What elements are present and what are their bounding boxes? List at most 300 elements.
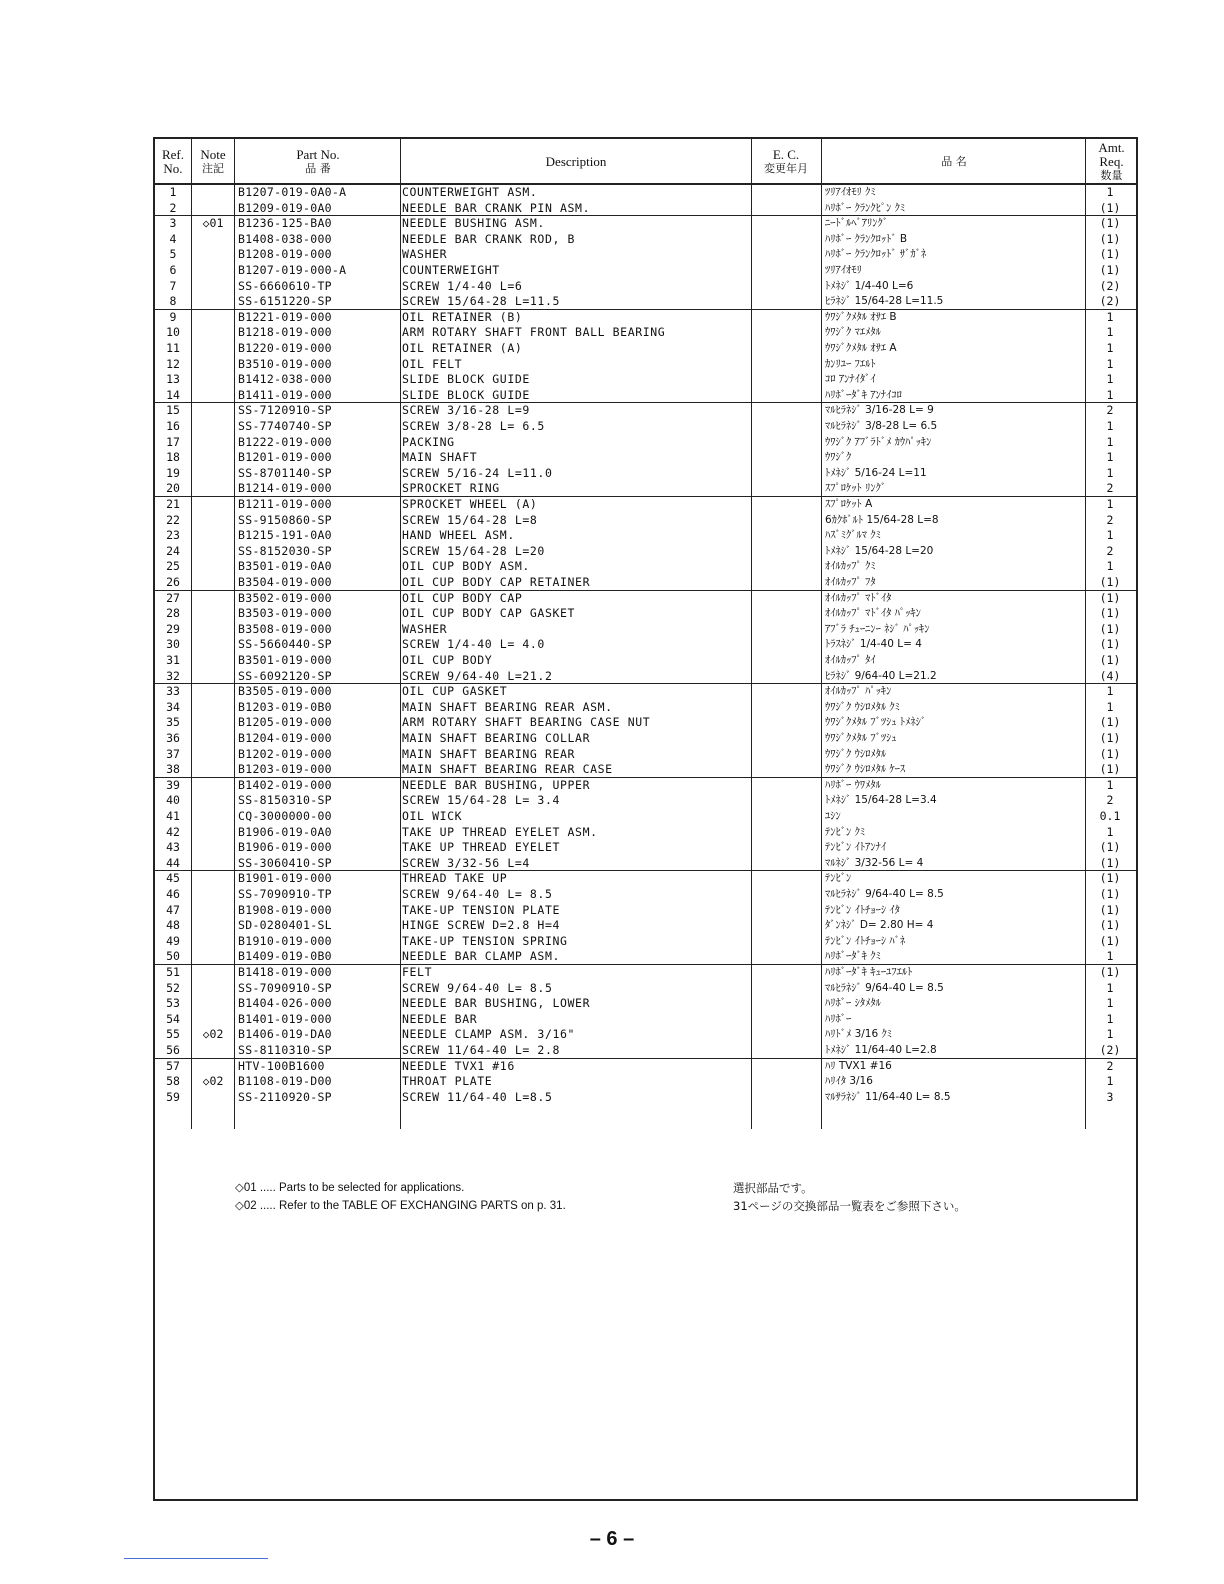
cell-ref: 4 <box>169 231 177 246</box>
cell-amount: 1 <box>1106 434 1114 449</box>
cell-ref: 34 <box>166 699 180 714</box>
cell-amount: 2 <box>1106 512 1114 527</box>
cell-part-no: B3510-019-000 <box>238 356 332 371</box>
cell-amount: 1 <box>1106 356 1114 371</box>
cell-part-no: B1211-019-000 <box>238 497 332 511</box>
cell-amount: (1) <box>1099 762 1121 777</box>
cell-part-no: B1408-038-000 <box>238 231 332 246</box>
cell-description: SCREW 15/64-28 L=8 <box>402 512 538 527</box>
cell-description: OIL CUP BODY <box>402 653 493 667</box>
cell-amount: 1 <box>1106 185 1114 199</box>
cell-amount: 1 <box>1106 309 1114 324</box>
table-row <box>155 294 1136 310</box>
cell-ref: 56 <box>166 1043 180 1057</box>
cell-description: NEEDLE BAR BUSHING, UPPER <box>402 777 591 792</box>
cell-jp-name: ｱﾌﾞﾗ ﾁｭｰﾆﾝｰ ﾈｼﾞ ﾊﾟｯｷﾝ <box>825 622 930 635</box>
cell-jp-name: ｵｲﾙｶｯﾌﾟ ﾌﾀ <box>825 576 876 588</box>
table-row <box>155 965 1136 981</box>
cell-note: ◇01 <box>202 216 224 231</box>
cell-part-no: B1409-019-0B0 <box>238 949 332 964</box>
cell-description: HAND WHEEL ASM. <box>402 528 515 543</box>
cell-part-no: B1207-019-0A0-A <box>238 185 347 199</box>
cell-part-no: SS-5660440-SP <box>238 637 332 652</box>
cell-description: WASHER <box>402 621 448 636</box>
cell-amount: (1) <box>1099 855 1121 870</box>
cell-amount: 3 <box>1106 1089 1114 1104</box>
cell-description: SCREW 3/16-28 L=9 <box>402 403 530 418</box>
cell-jp-name: ﾃﾝﾋﾞﾝ <box>825 872 852 885</box>
header-amount: Amt. Req. 数量 <box>1098 140 1125 182</box>
header-part-no: Part No. 品 番 <box>296 147 340 175</box>
cell-part-no: SS-7120910-SP <box>238 403 332 418</box>
cell-jp-name: ｵｲﾙｶｯﾌﾟ ﾏﾄﾞｲﾀ ﾊﾟｯｷﾝ <box>825 607 921 620</box>
table-row <box>155 341 1136 357</box>
cell-description: OIL CUP BODY CAP <box>402 590 523 605</box>
table-row <box>155 216 1136 232</box>
cell-jp-name: ﾃﾝﾋﾞﾝ ｸﾐ <box>825 825 866 838</box>
cell-amount: (1) <box>1099 933 1121 948</box>
cell-description: NEEDLE BAR CRANK ROD, B <box>402 231 576 246</box>
cell-part-no: SS-7740740-SP <box>238 419 332 433</box>
cell-ref: 47 <box>166 902 180 917</box>
cell-part-no: B1214-019-000 <box>238 481 332 496</box>
cell-part-no: B1406-019-DA0 <box>238 1027 332 1042</box>
cell-jp-name: ﾄﾒﾈｼﾞ 15/64-28 L=3.4 <box>825 794 937 807</box>
cell-description: THROAT PLATE <box>402 1074 493 1089</box>
cell-jp-name: ﾊﾘ TVX1 #16 <box>825 1059 892 1072</box>
cell-part-no: B3504-019-000 <box>238 575 332 589</box>
cell-ref: 48 <box>166 918 180 933</box>
cell-jp-name: ﾏﾙｻﾗﾈｼﾞ 11/64-40 L= 8.5 <box>825 1090 951 1103</box>
cell-ref: 44 <box>166 855 180 870</box>
cell-amount: 1 <box>1106 419 1114 433</box>
cell-ref: 29 <box>166 621 180 636</box>
cell-jp-name: ﾏﾙﾋﾗﾈｼﾞ 9/64-40 L= 8.5 <box>825 888 944 900</box>
cell-description: SPROCKET RING <box>402 481 500 496</box>
cell-jp-name: ﾊﾘｲﾀ 3/16 <box>825 1075 873 1088</box>
cell-jp-name: ｳﾜｼﾞｸ ﾏｴﾒﾀﾙ <box>825 326 881 339</box>
cell-part-no: B1218-019-000 <box>238 325 332 340</box>
cell-jp-name: ｳﾜｼﾞｸ ｱﾌﾞﾗﾄﾞﾒ ｶｳﾊﾟｯｷﾝ <box>825 435 932 448</box>
cell-description: SCREW 3/8-28 L= 6.5 <box>402 419 545 433</box>
cell-jp-name: ﾊｽﾞﾐｸﾞﾙﾏ ｸﾐ <box>825 529 881 542</box>
cell-description: NEEDLE BUSHING ASM. <box>402 216 545 231</box>
cell-description: MAIN SHAFT BEARING COLLAR <box>402 731 591 745</box>
cell-part-no: B1221-019-000 <box>238 309 332 324</box>
cell-description: SCREW 15/64-28 L=20 <box>402 543 545 558</box>
cell-ref: 6 <box>169 263 177 277</box>
header-ref: Ref. No. <box>161 147 185 176</box>
cell-amount: 2 <box>1106 1058 1114 1073</box>
cell-part-no: SS-6151220-SP <box>238 294 332 309</box>
table-row <box>155 544 1136 560</box>
cell-part-no: B1108-019-D00 <box>238 1074 332 1089</box>
cell-ref: 26 <box>166 575 180 589</box>
table-row <box>155 840 1136 856</box>
table-row <box>155 575 1136 591</box>
cell-description: SCREW 11/64-40 L=8.5 <box>402 1089 553 1104</box>
cell-amount: (2) <box>1099 1043 1121 1057</box>
page-number: – 6 – <box>589 1528 635 1550</box>
cell-description: OIL WICK <box>402 809 463 823</box>
table-row <box>155 684 1136 700</box>
cell-ref: 50 <box>166 949 180 964</box>
cell-jp-name: ﾆｰﾄﾞﾙﾍﾞｱﾘﾝｸﾞ <box>825 217 888 230</box>
cell-amount: 1 <box>1106 341 1114 355</box>
cell-description: OIL FELT <box>402 356 463 371</box>
cell-part-no: B1204-019-000 <box>238 731 332 745</box>
table-row <box>155 450 1136 466</box>
cell-amount: (1) <box>1099 231 1121 246</box>
cell-description: MAIN SHAFT BEARING REAR ASM. <box>402 699 613 714</box>
cell-description: MAIN SHAFT BEARING REAR CASE <box>402 762 613 777</box>
cell-amount: 2 <box>1106 481 1114 496</box>
table-row <box>155 325 1136 341</box>
cell-jp-name: ﾀﾞﾝﾈｼﾞ D= 2.80 H= 4 <box>825 919 934 932</box>
table-row <box>155 528 1136 544</box>
parts-table <box>153 137 1138 1501</box>
cell-part-no: SS-9150860-SP <box>238 512 332 527</box>
cell-jp-name: ﾂﾘｱｲｵﾓﾘ <box>825 264 862 276</box>
cell-part-no: B3503-019-000 <box>238 606 332 621</box>
table-row <box>155 762 1136 778</box>
table-row <box>155 918 1136 934</box>
cell-jp-name: 6ｶｸﾎﾞﾙﾄ 15/64-28 L=8 <box>825 513 939 526</box>
table-row <box>155 403 1136 419</box>
cell-part-no: SS-6660610-TP <box>238 278 332 293</box>
table-row <box>155 263 1136 279</box>
cell-ref: 30 <box>166 637 180 652</box>
cell-amount: 1 <box>1106 824 1114 839</box>
cell-ref: 41 <box>166 809 180 823</box>
cell-description: SLIDE BLOCK GUIDE <box>402 372 530 387</box>
cell-ref: 46 <box>166 887 180 901</box>
cell-description: TAKE UP THREAD EYELET ASM. <box>402 824 598 839</box>
table-row <box>155 357 1136 373</box>
table-row <box>155 1012 1136 1028</box>
cell-jp-name: ｽﾌﾟﾛｹｯﾄ A <box>825 498 873 510</box>
cell-part-no: SS-7090910-TP <box>238 887 332 901</box>
cell-jp-name: ﾄﾒﾈｼﾞ 15/64-28 L=20 <box>825 544 934 557</box>
header-ec: E. C. 変更年月 <box>764 147 808 175</box>
cell-description: SCREW 3/32-56 L=4 <box>402 855 530 870</box>
table-row <box>155 903 1136 919</box>
cell-part-no: B1220-019-000 <box>238 341 332 355</box>
cell-ref: 2 <box>169 200 177 215</box>
cell-ref: 51 <box>166 965 180 979</box>
cell-ref: 49 <box>166 933 180 948</box>
cell-ref: 59 <box>166 1089 180 1104</box>
cell-ref: 16 <box>166 419 180 433</box>
cell-jp-name: ﾃﾝﾋﾞﾝ ｲﾄﾁｮｰｼ ﾊﾞﾈ <box>825 934 906 947</box>
cell-jp-name: ﾊﾘﾎﾞｰ ｼﾀﾒﾀﾙ <box>825 997 881 1010</box>
table-row <box>155 606 1136 622</box>
cell-ref: 57 <box>166 1058 180 1073</box>
cell-description: HINGE SCREW D=2.8 H=4 <box>402 918 560 933</box>
cell-jp-name: ﾊﾘﾎﾞｰ ｸﾗﾝｸﾛｯﾄﾞ ｻﾞｶﾞﾈ <box>825 248 927 261</box>
cell-ref: 38 <box>166 762 180 777</box>
cell-ref: 52 <box>166 980 180 995</box>
table-header <box>155 139 1136 185</box>
cell-part-no: B1207-019-000-A <box>238 263 347 277</box>
cell-amount: 1 <box>1106 980 1114 995</box>
cell-jp-name: ﾄﾗｽﾈｼﾞ 1/4-40 L= 4 <box>825 638 922 651</box>
cell-ref: 7 <box>169 278 177 293</box>
cell-ref: 40 <box>166 793 180 808</box>
table-row <box>155 1074 1136 1090</box>
cell-part-no: B1236-125-BA0 <box>238 216 332 231</box>
cell-jp-name: ﾊﾘﾎﾞｰ <box>825 1012 852 1025</box>
cell-amount: (1) <box>1099 606 1121 621</box>
cell-jp-name: ﾊﾘﾎﾞｰ ｳﾜﾒﾀﾙ <box>825 778 881 791</box>
cell-part-no: B3502-019-000 <box>238 590 332 605</box>
cell-description: SCREW 9/64-40 L= 8.5 <box>402 980 553 995</box>
cell-ref: 35 <box>166 715 180 730</box>
cell-ref: 20 <box>166 481 180 496</box>
cell-jp-name: ｳﾜｼﾞｸﾒﾀﾙ ﾌﾞﾂｼｭ <box>825 732 897 744</box>
table-row <box>155 715 1136 731</box>
cell-amount: (1) <box>1099 653 1121 667</box>
cell-part-no: SS-8152030-SP <box>238 543 332 558</box>
footnote-2-jp: 31ページの交換部品一覧表をご参照下さい。 <box>733 1199 966 1213</box>
cell-jp-name: ﾊﾘﾎﾞｰﾀﾞｷ ｸﾐ <box>825 950 881 963</box>
cell-amount: (1) <box>1099 746 1121 761</box>
cell-ref: 23 <box>166 528 180 543</box>
cell-jp-name: ﾂﾘｱｲｵﾓﾘ ｸﾐ <box>825 186 876 198</box>
cell-jp-name: ﾊﾘﾎﾞｰ ｸﾗﾝｸﾛｯﾄﾞ B <box>825 232 908 245</box>
cell-amount: 1 <box>1106 996 1114 1011</box>
cell-jp-name: ﾋﾗﾈｼﾞ 15/64-28 L=11.5 <box>825 295 944 308</box>
cell-amount: 2 <box>1106 543 1114 558</box>
cell-note: ◇02 <box>202 1074 224 1089</box>
cell-description: COUNTERWEIGHT <box>402 263 500 277</box>
cell-description: NEEDLE CLAMP ASM. 3/16" <box>402 1027 576 1042</box>
cell-ref: 45 <box>166 871 180 886</box>
cell-description: SPROCKET WHEEL (A) <box>402 497 538 511</box>
cell-amount: (1) <box>1099 965 1121 979</box>
cell-amount: 2 <box>1106 793 1114 808</box>
cell-amount: 2 <box>1106 403 1114 418</box>
table-row <box>155 1059 1136 1075</box>
cell-description: MAIN SHAFT BEARING REAR <box>402 746 576 761</box>
cell-ref: 5 <box>169 247 177 262</box>
cell-description: PACKING <box>402 434 455 449</box>
cell-description: FELT <box>402 965 433 979</box>
cell-part-no: B1205-019-000 <box>238 715 332 730</box>
table-row <box>155 700 1136 716</box>
cell-amount: (1) <box>1099 590 1121 605</box>
cell-amount: 1 <box>1106 559 1114 574</box>
table-row <box>155 949 1136 965</box>
cell-description: NEEDLE BAR BUSHING, LOWER <box>402 996 591 1011</box>
table-row <box>155 372 1136 388</box>
cell-amount: 1 <box>1106 1027 1114 1042</box>
cell-ref: 37 <box>166 746 180 761</box>
cell-description: SCREW 5/16-24 L=11.0 <box>402 465 553 480</box>
cell-description: OIL RETAINER (B) <box>402 309 523 324</box>
cell-description: SLIDE BLOCK GUIDE <box>402 387 530 402</box>
cell-jp-name: ﾏﾙﾋﾗﾈｼﾞ 9/64-40 L= 8.5 <box>825 981 944 994</box>
table-row <box>155 481 1136 497</box>
cell-ref: 8 <box>169 294 177 309</box>
cell-jp-name: ｵｲﾙｶｯﾌﾟ ﾏﾄﾞｲﾀ <box>825 591 892 604</box>
cell-part-no: B1215-191-0A0 <box>238 528 332 543</box>
cell-part-no: B3508-019-000 <box>238 621 332 636</box>
table-row <box>155 731 1136 747</box>
cell-amount: 1 <box>1106 1011 1114 1026</box>
cell-ref: 25 <box>166 559 180 574</box>
table-row <box>155 996 1136 1012</box>
cell-jp-name: ｳﾜｼﾞｸ ｳｼﾛﾒﾀﾙ ｸﾐ <box>825 700 900 713</box>
footnote-1-jp: 選択部品です。 <box>733 1181 813 1195</box>
cell-ref: 10 <box>166 325 180 340</box>
cell-amount: (1) <box>1099 216 1121 231</box>
cell-part-no: SS-2110920-SP <box>238 1089 332 1104</box>
table-row <box>155 279 1136 295</box>
cell-part-no: B1401-019-000 <box>238 1011 332 1026</box>
cell-amount: (1) <box>1099 637 1121 652</box>
cell-part-no: B1411-019-000 <box>238 387 332 402</box>
cell-description: COUNTERWEIGHT ASM. <box>402 185 538 199</box>
cell-jp-name: ﾄﾒﾈｼﾞ 11/64-40 L=2.8 <box>825 1044 937 1056</box>
cell-description: TAKE UP THREAD EYELET <box>402 840 560 855</box>
cell-jp-name: ﾏﾙﾋﾗﾈｼﾞ 3/8-28 L= 6.5 <box>825 420 938 432</box>
cell-ref: 43 <box>166 840 180 855</box>
table-row <box>155 793 1136 809</box>
cell-description: MAIN SHAFT <box>402 450 478 465</box>
cell-description: SCREW 15/64-28 L=11.5 <box>402 294 560 309</box>
cell-ref: 24 <box>166 543 180 558</box>
cell-ref: 27 <box>166 590 180 605</box>
cell-part-no: B3501-019-0A0 <box>238 559 332 574</box>
cell-amount: 1 <box>1106 528 1114 543</box>
table-row <box>155 747 1136 763</box>
table-row <box>155 497 1136 513</box>
header-note: Note 注記 <box>200 147 226 175</box>
table-row <box>155 247 1136 263</box>
cell-part-no: B3501-019-000 <box>238 653 332 667</box>
cell-jp-name: ｳﾜｼﾞｸﾒﾀﾙ ｵｻｴ B <box>825 310 897 323</box>
table-row <box>155 435 1136 451</box>
cell-part-no: B1203-019-000 <box>238 762 332 777</box>
cell-jp-name: ﾊﾘﾎﾞｰﾀﾞｷ ｷｭｰﾕﾌｴﾙﾄ <box>825 966 913 978</box>
cell-amount: 1 <box>1106 325 1114 340</box>
cell-description: NEEDLE BAR CRANK PIN ASM. <box>402 200 591 215</box>
cell-ref: 11 <box>166 341 180 355</box>
cell-ref: 33 <box>166 684 180 699</box>
cell-jp-name: ﾏﾙﾈｼﾞ 3/32-56 L= 4 <box>825 856 924 869</box>
cell-description: OIL CUP BODY ASM. <box>402 559 530 574</box>
cell-amount: 1 <box>1106 777 1114 792</box>
cell-description: OIL CUP BODY CAP RETAINER <box>402 575 591 589</box>
cell-amount: 1 <box>1106 949 1114 964</box>
cell-amount: 1 <box>1106 387 1114 402</box>
footnotes-jp <box>733 1179 966 1215</box>
table-row <box>155 856 1136 872</box>
cell-jp-name: ｵｲﾙｶｯﾌﾟ ｸﾐ <box>825 560 876 573</box>
cell-amount: (1) <box>1099 902 1121 917</box>
cell-description: SCREW 9/64-40 L=21.2 <box>402 668 553 683</box>
cell-description: SCREW 15/64-28 L= 3.4 <box>402 793 560 808</box>
cell-amount: 1 <box>1106 699 1114 714</box>
cell-ref: 53 <box>166 996 180 1011</box>
cell-part-no: B1201-019-000 <box>238 450 332 465</box>
cell-amount: 1 <box>1106 497 1114 511</box>
cell-jp-name: ﾋﾗﾈｼﾞ 9/64-40 L=21.2 <box>825 669 937 682</box>
cell-part-no: B1404-026-000 <box>238 996 332 1011</box>
cell-description: SCREW 9/64-40 L= 8.5 <box>402 887 553 901</box>
cell-ref: 9 <box>169 309 177 324</box>
table-row <box>155 887 1136 903</box>
cell-amount: 1 <box>1106 450 1114 465</box>
decorative-underline <box>124 1558 268 1559</box>
cell-ref: 14 <box>166 387 180 402</box>
header-description: Description <box>545 154 607 169</box>
cell-jp-name: ﾕｼﾝ <box>825 810 841 822</box>
cell-amount: (1) <box>1099 887 1121 901</box>
table-row <box>155 622 1136 638</box>
cell-description: WASHER <box>402 247 448 262</box>
cell-description: ARM ROTARY SHAFT FRONT BALL BEARING <box>402 325 666 340</box>
cell-jp-name: ｵｲﾙｶｯﾌﾟ ﾊﾟｯｷﾝ <box>825 685 892 698</box>
cell-ref: 18 <box>166 450 180 465</box>
table-row <box>155 419 1136 435</box>
cell-jp-name: ﾃﾝﾋﾞﾝ ｲﾄｱﾝﾅｲ <box>825 841 887 854</box>
cell-jp-name: ﾊﾘﾄﾞﾒ 3/16 ｸﾐ <box>825 1028 893 1041</box>
cell-description: OIL CUP BODY CAP GASKET <box>402 606 576 621</box>
cell-amount: (1) <box>1099 918 1121 933</box>
cell-part-no: B1202-019-000 <box>238 746 332 761</box>
cell-amount: 1 <box>1106 1074 1114 1089</box>
cell-part-no: SS-8150310-SP <box>238 793 332 808</box>
cell-part-no: SS-7090910-SP <box>238 980 332 995</box>
cell-part-no: B1402-019-000 <box>238 777 332 792</box>
table-row <box>155 466 1136 482</box>
cell-ref: 19 <box>166 465 180 480</box>
cell-description: TAKE-UP TENSION PLATE <box>402 902 560 917</box>
cell-ref: 36 <box>166 731 180 745</box>
table-row <box>155 778 1136 794</box>
table-row <box>155 201 1136 217</box>
cell-ref: 54 <box>166 1011 180 1026</box>
footnote-1: ◇01 ..... Parts to be selected for applications. <box>235 1182 465 1194</box>
cell-amount: (1) <box>1099 871 1121 886</box>
table-row <box>155 1027 1136 1043</box>
cell-ref: 3 <box>169 216 177 231</box>
cell-amount: (1) <box>1099 200 1121 215</box>
footnotes-en <box>235 1179 566 1215</box>
cell-part-no: B1906-019-0A0 <box>238 824 332 839</box>
cell-amount: (1) <box>1099 575 1121 589</box>
cell-description: OIL CUP GASKET <box>402 684 508 699</box>
table-row <box>155 809 1136 825</box>
cell-ref: 32 <box>166 668 180 683</box>
cell-ref: 55 <box>166 1027 180 1042</box>
cell-ref: 58 <box>166 1074 180 1089</box>
table-row <box>155 185 1136 201</box>
header-jp-name: 品 名 <box>941 155 967 168</box>
table-row <box>155 669 1136 685</box>
cell-description: SCREW 1/4-40 L= 4.0 <box>402 637 545 652</box>
table-row <box>155 591 1136 607</box>
cell-ref: 12 <box>166 356 180 371</box>
cell-jp-name: ｳﾜｼﾞｸﾒﾀﾙ ﾌﾞﾂｼｭ ﾄﾒﾈｼﾞ <box>825 716 927 729</box>
cell-part-no: B1222-019-000 <box>238 434 332 449</box>
cell-part-no: B1418-019-000 <box>238 965 332 979</box>
cell-ref: 42 <box>166 824 180 839</box>
cell-part-no: B1412-038-000 <box>238 372 332 387</box>
cell-part-no: CQ-3000000-00 <box>238 809 332 823</box>
